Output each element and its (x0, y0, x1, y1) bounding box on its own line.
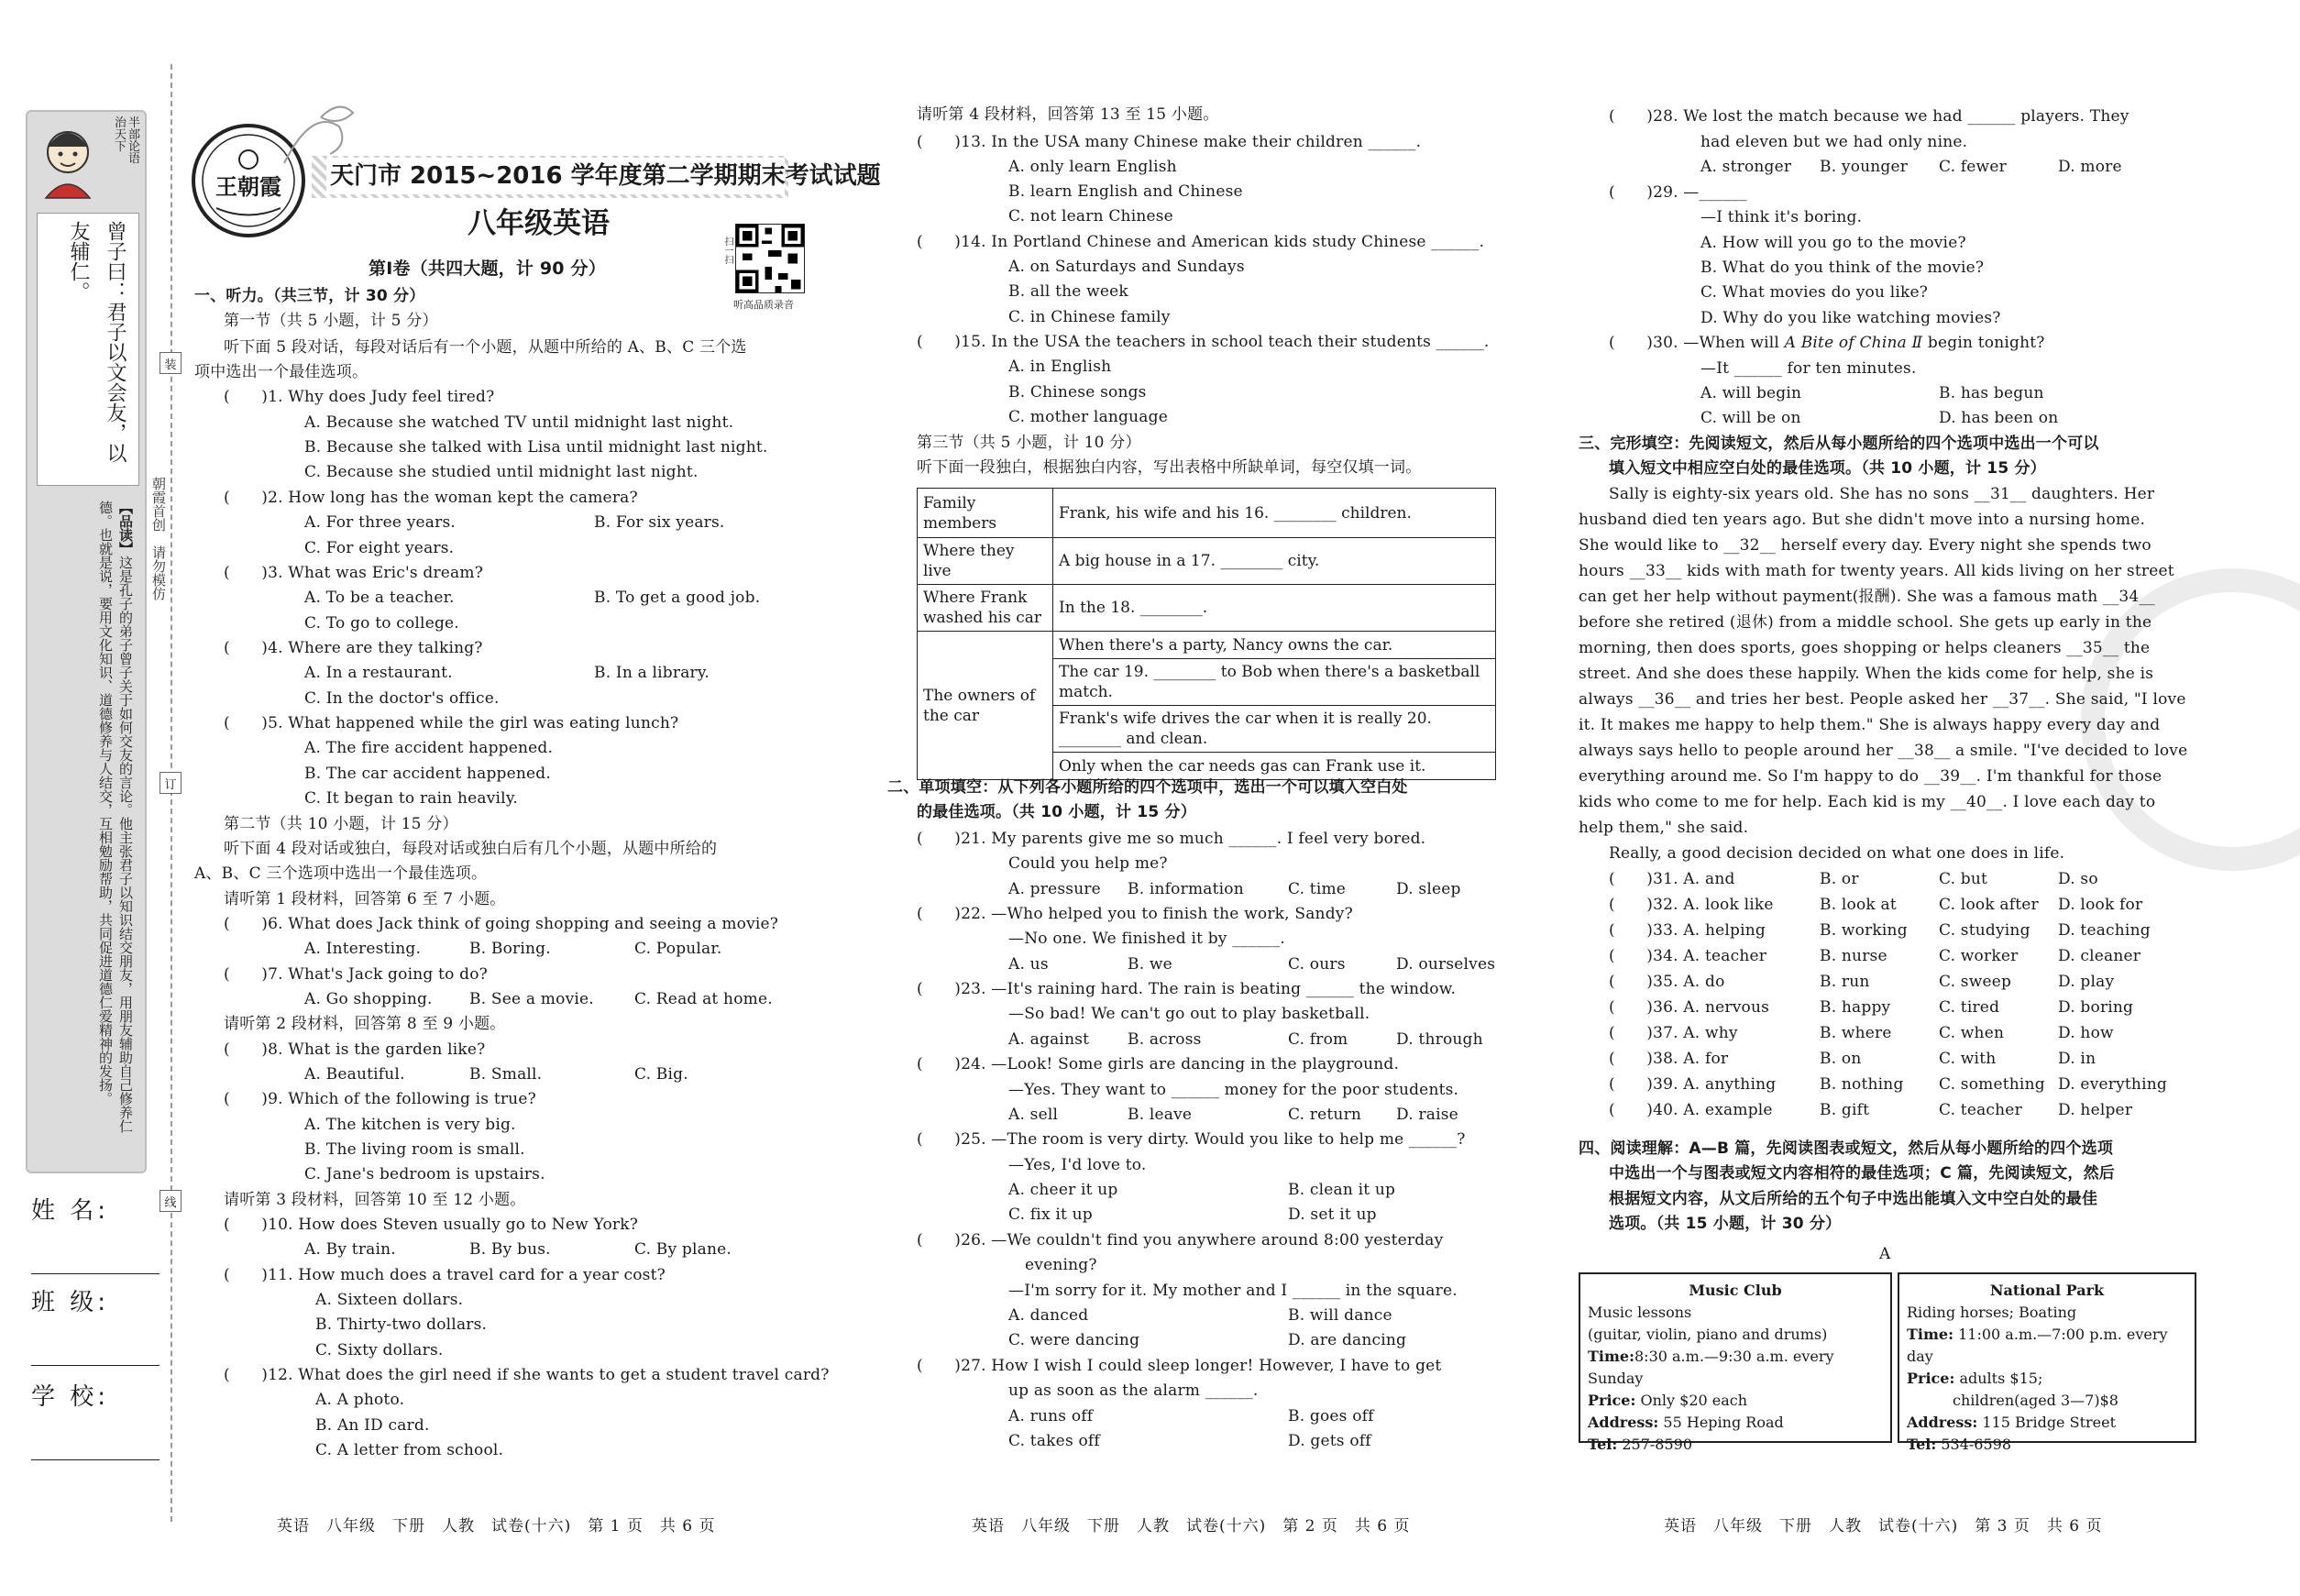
option[interactable]: C. but (1939, 870, 1988, 888)
option[interactable]: A. The fire accident happened. (304, 739, 554, 757)
question-5[interactable]: ( )5. What happened while the girl was eating lunch? (224, 714, 679, 732)
ad-time: Time: 11:00 a.m.—7:00 p.m. every day (1907, 1326, 2168, 1365)
option[interactable]: C. worker (1939, 947, 2019, 965)
option[interactable]: C. teacher (1939, 1101, 2022, 1119)
passage-line: morning, then does sports, goes shopping or helps cleaners __35__ the (1579, 639, 2151, 657)
cartoon-figure (33, 119, 105, 200)
question-23[interactable]: ( )23. —It's raining hard. The rain is beating ______ the window. (917, 980, 1457, 998)
question-text: Could you help me? (1008, 854, 1168, 873)
option[interactable]: D. in (2058, 1050, 2096, 1068)
cloze-question-36[interactable]: ( )36. A. nervous (1609, 998, 1770, 1017)
option[interactable]: B. happy (1820, 998, 1891, 1017)
option[interactable]: B. What do you think of the movie? (1700, 259, 1985, 277)
option[interactable]: B. where (1820, 1024, 1892, 1042)
passage-line: husband died ten years ago. But she didn't move into a nursing home. (1579, 511, 2146, 529)
section-heading: 根据短文内容，从文后所给的五个句子中选出能填入文中空白处的最佳 (1609, 1190, 2098, 1208)
option[interactable]: A. cheer it up (1008, 1181, 1118, 1199)
option[interactable]: A. A photo. (315, 1391, 405, 1409)
question-11[interactable]: ( )11. How much does a travel card for a year cost? (224, 1266, 666, 1284)
option[interactable]: C. A letter from school. (315, 1441, 504, 1459)
section-heading: 中选出一个与图表或短文内容相符的最佳选项；C 篇，先阅读短文，然后 (1609, 1164, 2115, 1183)
option[interactable]: D. so (2058, 870, 2098, 888)
option[interactable]: D. cleaner (2058, 947, 2141, 965)
option[interactable]: A. Beautiful. (304, 1065, 405, 1084)
question-27[interactable]: ( )27. How I wish I could sleep longer! However, I have to get (917, 1357, 1442, 1375)
page-1-footer: 英语 八年级 下册 人教 试卷(十六) 第 1 页 共 6 页 (277, 1517, 716, 1535)
cloze-question-35[interactable]: ( )35. A. do (1609, 973, 1725, 991)
option[interactable]: A. only learn English (1008, 158, 1177, 176)
question-text: evening? (1025, 1256, 1097, 1274)
option[interactable]: B. See a movie. (469, 990, 594, 1008)
option[interactable]: B. Boring. (469, 940, 551, 958)
class-label: 班 级: (31, 1289, 110, 1316)
option[interactable]: D. raise (1396, 1106, 1458, 1124)
option[interactable]: C. return (1288, 1106, 1362, 1124)
student-name-field[interactable] (31, 1192, 160, 1274)
option[interactable]: D. sleep (1396, 880, 1461, 898)
school-label: 学 校: (31, 1383, 110, 1411)
section-heading: 四、阅读理解：A—B 篇，先阅读图表或短文，然后从每小题所给的四个选项 (1579, 1139, 2114, 1158)
question-6[interactable]: ( )6. What does Jack think of going shopping and seeing a movie? (224, 915, 779, 933)
option[interactable]: A. stronger (1700, 158, 1792, 176)
option[interactable]: A. runs off (1008, 1407, 1094, 1425)
option[interactable]: B. Chinese songs (1008, 383, 1147, 402)
option[interactable]: A. against (1008, 1030, 1090, 1049)
cut-mark-1: 装 (160, 352, 182, 374)
option[interactable]: D. more (2058, 158, 2122, 176)
material-note: 请听第 3 段材料，回答第 10 至 12 小题。 (224, 1191, 526, 1209)
option[interactable]: D. teaching (2058, 921, 2151, 940)
option[interactable]: C. In the doctor's office. (304, 689, 500, 708)
logo-text: 王朝霞 (215, 173, 281, 200)
table-row-header: Family members (918, 489, 1053, 538)
passage-line: street. And she does these happily. When the kids come for help, she is (1579, 665, 2154, 683)
option[interactable]: C. not learn Chinese (1008, 207, 1173, 226)
question-12[interactable]: ( )12. What does the girl need if she wants to get a student travel card? (224, 1366, 830, 1384)
table-cell-16[interactable]: Frank, his wife and his 16. ________ children. (1053, 489, 1496, 538)
listening-table (917, 488, 1496, 780)
option[interactable]: B. The car accident happened. (304, 765, 551, 783)
option[interactable]: B. leave (1128, 1106, 1193, 1124)
option[interactable]: A. danced (1008, 1306, 1089, 1325)
section-heading: 二、单项填空：从下列各小题所给的四个选项中，选出一个可以填入空白处 (887, 778, 1408, 797)
question-3[interactable]: ( )3. What was Eric's dream? (224, 564, 484, 582)
option[interactable]: A. How will you go to the movie? (1700, 234, 1966, 252)
passage-line: can get her help without payment(报酬). She was a famous math __34__ (1579, 588, 2155, 606)
section-heading: 选项。（共 15 小题，计 30 分） (1609, 1215, 1842, 1233)
table-row-header: Where Frank washed his car (918, 585, 1053, 632)
option[interactable]: C. in Chinese family (1008, 308, 1171, 326)
seal-note: 朝霞首创 请勿模仿 (150, 477, 167, 600)
option[interactable]: C. were dancing (1008, 1331, 1140, 1349)
question-24[interactable]: ( )24. —Look! Some girls are dancing in the playground. (917, 1055, 1400, 1073)
option[interactable]: D. are dancing (1288, 1331, 1407, 1349)
passage-line: hours __33__ kids with math for twenty years. All kids living on her street (1579, 562, 2174, 580)
option[interactable]: C. For eight years. (304, 539, 455, 557)
option[interactable]: B. For six years. (594, 513, 725, 532)
instruction: A、B、C 三个选项中选出一个最佳选项。 (194, 864, 488, 883)
option[interactable]: D. helper (2058, 1101, 2133, 1119)
cloze-question-38[interactable]: ( )38. A. for (1609, 1050, 1729, 1068)
question-text: —So bad! We can't go out to play basketball. (1008, 1005, 1370, 1023)
ad-line: Music lessons (1588, 1304, 1692, 1321)
option[interactable]: A. To be a teacher. (304, 589, 455, 607)
option[interactable]: B. information (1128, 880, 1244, 898)
option[interactable]: B. nurse (1820, 947, 1887, 965)
option[interactable]: D. gets off (1288, 1432, 1371, 1450)
question-15[interactable]: ( )15. In the USA the teachers in school teach their students ______. (917, 333, 1490, 351)
option[interactable]: D. everything (2058, 1075, 2167, 1094)
table-cell: Only when the car needs gas can Frank use it. (1053, 753, 1496, 780)
option[interactable]: B. across (1128, 1030, 1202, 1049)
passage-line: kids who come to me for help. Each kid is my __40__. I love each day to (1579, 793, 2156, 811)
option[interactable]: B. look at (1820, 896, 1897, 914)
cloze-question-32[interactable]: ( )32. A. look like (1609, 896, 1774, 914)
option[interactable]: A. in English (1008, 358, 1112, 376)
question-1[interactable]: ( )1. Why does Judy feel tired? (224, 388, 495, 406)
question-text: —I think it's boring. (1700, 208, 1863, 226)
ad-title: Music Club (1689, 1282, 1782, 1299)
music-club-ad (1579, 1272, 1892, 1453)
option[interactable]: D. how (2058, 1024, 2114, 1042)
option[interactable]: B. on (1820, 1050, 1862, 1068)
option[interactable]: D. boring (2058, 998, 2134, 1017)
ad-title: National Park (1989, 1282, 2105, 1299)
option[interactable]: A. Sixteen dollars. (315, 1291, 464, 1309)
option[interactable]: C. What movies do you like? (1700, 283, 1929, 302)
passage-line: Sally is eighty-six years old. She has no sons __31__ daughters. Her (1609, 485, 2155, 503)
section-heading: 的最佳选项。（共 10 小题，计 15 分） (917, 803, 1196, 821)
option[interactable]: C. To go to college. (304, 614, 459, 633)
option[interactable]: B. nothing (1820, 1075, 1904, 1094)
option[interactable]: A. sell (1008, 1106, 1059, 1124)
question-text: had eleven but we had only nine. (1700, 133, 1968, 151)
cloze-question-34[interactable]: ( )34. A. teacher (1609, 947, 1767, 965)
option[interactable]: C. Jane's bedroom is upstairs. (304, 1165, 545, 1183)
ad-address: Address: 55 Heping Road (1588, 1414, 1784, 1431)
question-10[interactable]: ( )10. How does Steven usually go to New York? (224, 1216, 639, 1234)
material-note: 请听第 2 段材料，回答第 8 至 9 小题。 (224, 1015, 506, 1033)
material-note: 请听第 4 段材料，回答第 13 至 15 小题。 (917, 105, 1219, 124)
option[interactable]: C. fix it up (1008, 1205, 1093, 1224)
option[interactable]: D. through (1396, 1030, 1483, 1049)
passage-line: always says hello to people around her __38__ a smile. "I've decided to love (1579, 742, 2188, 760)
table-cell-19[interactable]: The car 19. ________ to Bob when there's a basketball match. (1053, 659, 1496, 706)
question-text: up as soon as the alarm ______. (1008, 1381, 1259, 1400)
option[interactable]: C. By plane. (634, 1240, 732, 1259)
ad-price-children: children(aged 3—7)$8 (1953, 1392, 2118, 1409)
cloze-question-31[interactable]: ( )31. A. and (1609, 870, 1735, 888)
table-row-header: The owners of the car (918, 632, 1053, 780)
qr-caption: 听高品质录音 (733, 299, 794, 311)
question-26[interactable]: ( )26. —We couldn't find you anywhere around 8:00 yesterday (917, 1231, 1444, 1249)
option[interactable]: A. will begin (1700, 384, 1802, 402)
option[interactable]: A. us (1008, 955, 1049, 974)
cut-mark-2: 订 (160, 772, 182, 794)
option[interactable]: C. time (1288, 880, 1347, 898)
cloze-question-39[interactable]: ( )39. A. anything (1609, 1075, 1777, 1094)
question-21[interactable]: ( )21. My parents give me so much ______. I feel very bored. (917, 830, 1426, 848)
option[interactable]: B. learn English and Chinese (1008, 182, 1243, 201)
subsection-heading: 第三节（共 5 小题，计 10 分） (917, 434, 1141, 452)
table-cell-17[interactable]: A big house in a 17. ________ city. (1053, 538, 1496, 585)
passage-line: Really, a good decision decided on what one does in life. (1609, 844, 2065, 863)
option[interactable]: C. with (1939, 1050, 1997, 1068)
option[interactable]: C. It began to rain heavily. (304, 789, 518, 808)
cloze-question-40[interactable]: ( )40. A. example (1609, 1101, 1773, 1119)
instruction: 听下面 4 段对话或独白，每段对话或独白后有几个小题，从题中所给的 (224, 840, 718, 858)
cloze-question-33[interactable]: ( )33. A. helping (1609, 921, 1766, 940)
option[interactable]: C. sweep (1939, 973, 2012, 991)
subsection-heading: 第二节（共 10 小题，计 15 分） (224, 815, 458, 833)
question-4[interactable]: ( )4. Where are they talking? (224, 639, 483, 657)
question-text: —I'm sorry for it. My mother and I ______ in the square. (1008, 1282, 1458, 1300)
national-park-ad (1898, 1272, 2196, 1453)
option[interactable]: B. In a library. (594, 664, 710, 682)
instruction: 听下面一段独白，根据独白内容，写出表格中所缺单词，每空仅填一词。 (917, 458, 1422, 477)
passage-line: always __36__ and tries her best. People asked her __37__. She said, "I love (1579, 690, 2186, 709)
material-note: 请听第 1 段材料，回答第 6 至 7 小题。 (224, 890, 506, 908)
ad-time: Time:8:30 a.m.—9:30 a.m. every Sunday (1588, 1348, 1834, 1387)
question-7[interactable]: ( )7. What's Jack going to do? (224, 965, 488, 984)
question-9[interactable]: ( )9. Which of the following is true? (224, 1090, 536, 1108)
class-field[interactable] (31, 1283, 160, 1366)
passage-line: it. It makes me happy to help them." She is always happy every day and (1579, 716, 2161, 734)
question-14[interactable]: ( )14. In Portland Chinese and American kids study Chinese ______. (917, 233, 1485, 251)
option[interactable]: C. mother language (1008, 408, 1168, 426)
option[interactable]: B. has begun (1939, 384, 2044, 402)
option[interactable]: B. To get a good job. (594, 589, 761, 607)
binding-strip (26, 110, 147, 1173)
question-text: —Yes, I'd love to. (1008, 1156, 1147, 1174)
question-2[interactable]: ( )2. How long has the woman kept the camera? (224, 489, 638, 507)
option[interactable]: C. Read at home. (634, 990, 773, 1008)
option[interactable]: B. run (1820, 973, 1870, 991)
option[interactable]: D. look for (2058, 896, 2143, 914)
passage-label: A (1879, 1245, 1891, 1263)
table-cell-18[interactable]: In the 18. ________. (1053, 585, 1496, 632)
option[interactable]: C. ours (1288, 955, 1346, 974)
option[interactable]: B. The living room is small. (304, 1140, 525, 1159)
option[interactable]: D. Why do you like watching movies? (1700, 309, 2001, 327)
option[interactable]: B. goes off (1288, 1407, 1374, 1425)
passage-line: help them," she said. (1579, 819, 1749, 837)
option[interactable]: B. we (1128, 955, 1172, 974)
option[interactable]: D. play (2058, 973, 2115, 991)
option[interactable]: A. Go shopping. (304, 990, 433, 1008)
option[interactable]: C. Sixty dollars. (315, 1341, 444, 1359)
option[interactable]: D. ourselves (1396, 955, 1496, 974)
instruction: 项中选出一个最佳选项。 (194, 363, 369, 381)
option[interactable]: B. Thirty-two dollars. (315, 1315, 488, 1334)
option[interactable]: C. Big. (634, 1065, 688, 1084)
option[interactable]: A. Interesting. (304, 940, 422, 958)
option[interactable]: C. Popular. (634, 940, 722, 958)
passage-line: everything around me. So I'm happy to do __39__. I'm thankful for those (1579, 767, 2162, 786)
question-28[interactable]: ( )28. We lost the match because we had ______ players. They (1609, 107, 2129, 126)
question-30[interactable]: ( )30. —When will A Bite of China Ⅱ begin tonight? (1609, 334, 2045, 352)
page-title: 天门市 2015~2016 学年度第二学期期末考试试题 (326, 158, 785, 194)
ad-price: Price: adults $15; (1907, 1370, 2043, 1387)
option[interactable]: D. has been on (1939, 409, 2059, 427)
school-field[interactable] (31, 1378, 160, 1460)
question-13[interactable]: ( )13. In the USA many Chinese make their children ______. (917, 133, 1422, 151)
question-25[interactable]: ( )25. —The room is very dirty. Would you like to help me ______? (917, 1130, 1466, 1149)
option[interactable]: A. By train. (304, 1240, 396, 1259)
question-text: —No one. We finished it by ______. (1008, 930, 1286, 948)
cloze-question-37[interactable]: ( )37. A. why (1609, 1024, 1738, 1042)
option[interactable]: C. studying (1939, 921, 2030, 940)
option[interactable]: A. pressure (1008, 880, 1101, 898)
option[interactable]: B. or (1820, 870, 1859, 888)
option[interactable]: A. Because she watched TV until midnight last night. (304, 413, 734, 432)
name-label: 姓 名: (31, 1197, 110, 1225)
table-cell: When there's a party, Nancy owns the car. (1053, 632, 1496, 659)
pin-read-text: 【品读】这是孔子的弟子曾子关于如何交友的言论。他主张君子以知识结交朋友，用朋友辅助自己修养仁德。也就是说，要用文化知识、道德修养与人结交，互相勉励帮助，共同促进道德仁爱精神的发扬。 (97, 501, 134, 1133)
option[interactable]: B. By bus. (469, 1240, 551, 1259)
ad-line: Riding horses; Boating (1907, 1304, 2077, 1321)
ad-tel: Tel: 257-8590 (1588, 1436, 1692, 1453)
qr-side-label: 扫一扫 (722, 237, 732, 264)
ad-address: Address: 115 Bridge Street (1907, 1414, 2117, 1431)
question-29[interactable]: ( )29. —______ (1609, 183, 1747, 202)
option[interactable]: B. will dance (1288, 1306, 1392, 1325)
cut-mark-3: 线 (160, 1190, 182, 1212)
option[interactable]: B. all the week (1008, 282, 1128, 301)
option[interactable]: B. working (1820, 921, 1908, 940)
ad-line: (guitar, violin, piano and drums) (1588, 1326, 1828, 1343)
part-heading: 第Ⅰ卷（共四大题，计 90 分） (369, 259, 606, 279)
option[interactable]: A. In a restaurant. (304, 664, 453, 682)
option[interactable]: C. takes off (1008, 1432, 1100, 1450)
option[interactable]: B. Small. (469, 1065, 543, 1084)
option[interactable]: C. when (1939, 1024, 2005, 1042)
option[interactable]: C. Because she studied until midnight last night. (304, 463, 699, 481)
option[interactable]: B. younger (1820, 158, 1909, 176)
passage-line: before she retired (退休) from a middle school. She gets up early in the (1579, 613, 2152, 632)
question-8[interactable]: ( )8. What is the garden like? (224, 1040, 486, 1059)
page-3-footer: 英语 八年级 下册 人教 试卷(十六) 第 3 页 共 6 页 (1664, 1517, 2103, 1535)
option[interactable]: C. from (1288, 1030, 1348, 1049)
question-22[interactable]: ( )22. —Who helped you to finish the work, Sandy? (917, 905, 1353, 923)
ad-price: Price: Only $20 each (1588, 1392, 1748, 1409)
option[interactable]: B. Because she talked with Lisa until midnight last night. (304, 438, 768, 457)
option[interactable]: A. The kitchen is very big. (304, 1116, 516, 1134)
option[interactable]: A. For three years. (304, 513, 457, 532)
option[interactable]: B. clean it up (1288, 1181, 1396, 1199)
table-cell-20[interactable]: Frank's wife drives the car when it is really 20. ________ and clean. (1053, 706, 1496, 753)
tv-show-title: A Bite of China Ⅱ (1784, 334, 1923, 352)
question-text: —It ______ for ten minutes. (1700, 359, 1917, 378)
section-heading: 一、听力。（共三节，计 30 分） (194, 287, 425, 305)
quote-box: 曾子曰：君子以文会友，以友辅仁。 (37, 213, 139, 486)
table-row-header: Where they live (918, 538, 1053, 585)
page-subtitle: 八年级英语 (468, 207, 610, 240)
pin-read-label: 【品读】 (117, 501, 134, 556)
question-text: —Yes. They want to ______ money for the poor students. (1008, 1081, 1459, 1099)
option[interactable]: A. on Saturdays and Sundays (1008, 258, 1245, 276)
option[interactable]: D. set it up (1288, 1205, 1377, 1224)
instruction: 听下面 5 段对话，每段对话后有一个小题，从题中所给的 A、B、C 三个选 (224, 338, 747, 357)
option[interactable]: C. tired (1939, 998, 2000, 1017)
passage-line: She would like to __32__ herself every day. Every night she spends two (1579, 536, 2151, 555)
qr-code[interactable] (735, 224, 805, 293)
ad-tel: Tel: 534-6598 (1907, 1436, 2011, 1453)
option[interactable]: C. fewer (1939, 158, 2007, 176)
section-heading: 填入短文中相应空白处的最佳选项。（共 10 小题，计 15 分） (1609, 459, 2046, 478)
subsection-heading: 第一节（共 5 小题，计 5 分） (224, 312, 438, 330)
page-2-footer: 英语 八年级 下册 人教 试卷(十六) 第 2 页 共 6 页 (972, 1517, 1411, 1535)
option[interactable]: B. gift (1820, 1101, 1870, 1119)
option[interactable]: C. look after (1939, 896, 2039, 914)
cartoon-caption: 治 天 下 半 部 论 语 (114, 116, 141, 166)
option[interactable]: C. something (1939, 1075, 2045, 1094)
option[interactable]: B. An ID card. (315, 1416, 430, 1435)
section-heading: 三、完形填空：先阅读短文，然后从每小题所给的四个选项中选出一个可以 (1579, 435, 2099, 453)
option[interactable]: C. will be on (1700, 409, 1801, 427)
